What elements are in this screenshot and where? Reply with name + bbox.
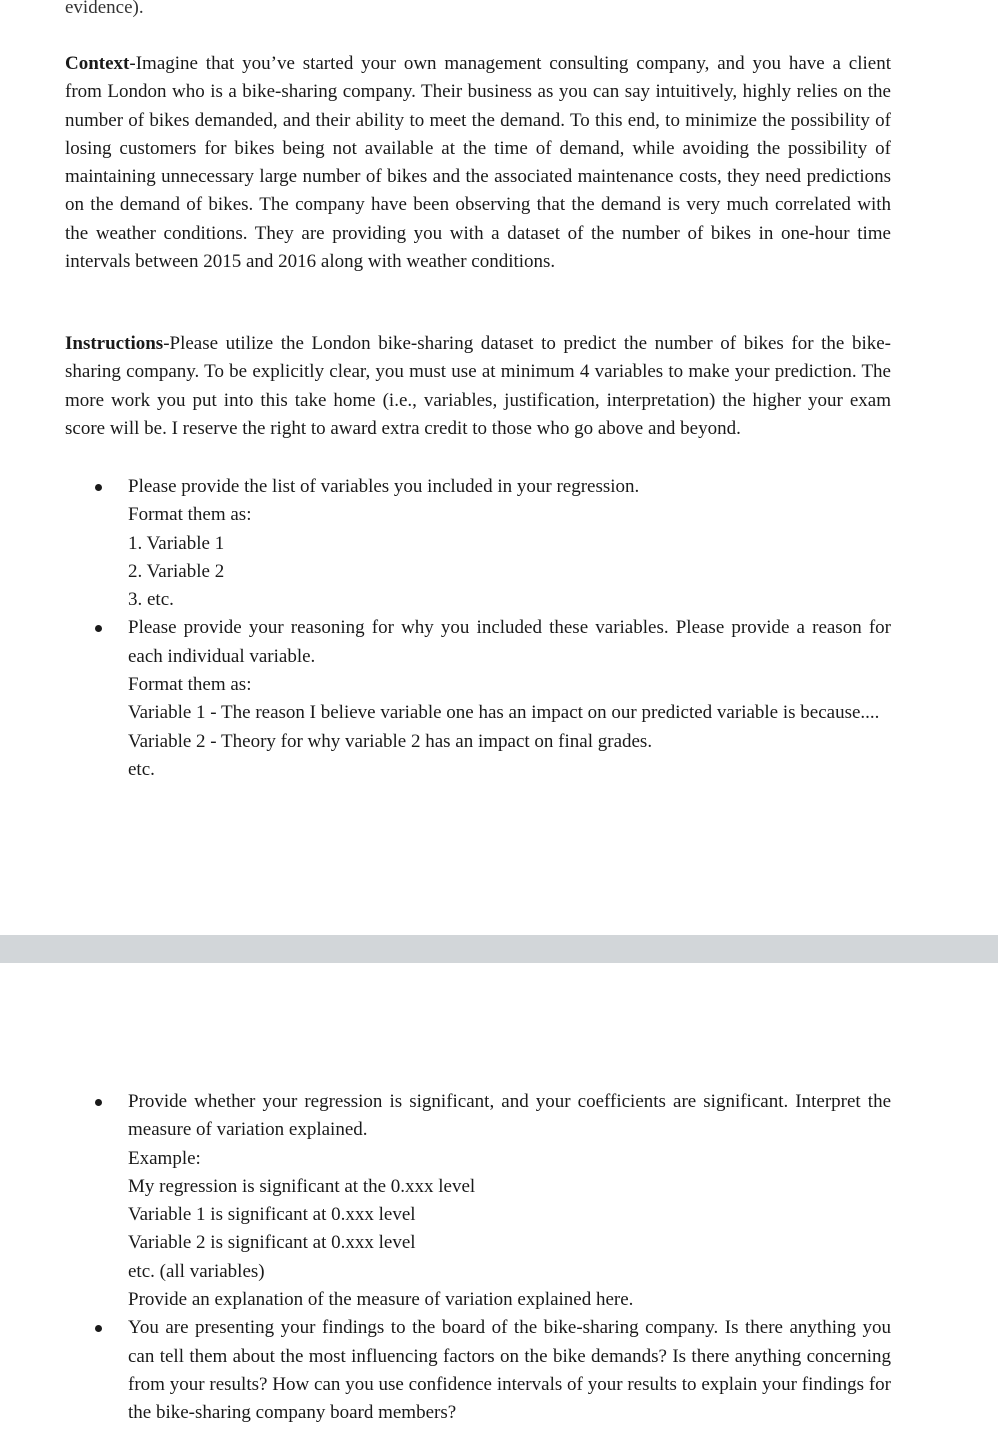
format-line: Format them as: [128,504,252,526]
context-paragraph [65,50,891,276]
top-fragment-text: evidence). [65,0,144,18]
bullet-main-text: Please provide your reasoning for why you included these variables. Please provide a reason for each individual variable. [128,617,891,667]
format-line: Variable 2 - Theory for why variable 2 has an impact on final grades. [128,730,653,752]
format-line: Format them as: [128,674,252,696]
bullet-list-bottom [65,1088,891,1428]
format-line: 1. Variable 1 [128,532,225,554]
bullet-main-text: Please provide the list of variables you included in your regression. [128,476,640,497]
bullet-dot-icon [95,484,102,491]
bullet-item-variables-list [65,473,891,614]
bullet-item-board-presentation [65,1314,891,1427]
page-break-divider [0,935,998,963]
example-line: Variable 1 is significant at 0.xxx level [128,1204,416,1226]
bullet-item-reasoning [65,614,891,784]
instructions-label: Instructions [65,333,164,354]
format-line: 3. etc. [128,589,174,611]
example-line: Provide an explanation of the measure of variation explained here. [128,1289,634,1311]
instructions-paragraph [65,330,891,443]
example-line: My regression is significant at the 0.xxx level [128,1175,476,1197]
format-line: Variable 1 - The reason I believe variable one has an impact on our predicted variable is because.... [128,702,880,724]
bullet-dot-icon [95,1325,102,1332]
bullet-dot-icon [95,625,102,632]
bullet-dot-icon [95,1099,102,1106]
bullet-main-text: Provide whether your regression is significant, and your coefficients are significant. Interpret the measure of variation explained. [128,1091,891,1141]
example-line: Variable 2 is significant at 0.xxx level [128,1232,416,1254]
bullet-list-top [65,473,891,784]
bullet-main-text: You are presenting your findings to the board of the bike-sharing company. Is there anything you can tell them about the most influencing factors on the bike demands? Is there anything concerning from your results? How can you use confidence intervals of your results to explain your findings for the bike-sharing company board members? [128,1317,891,1424]
format-line: 2. Variable 2 [128,560,225,582]
bullet-item-significance [65,1088,891,1314]
example-line: etc. (all variables) [128,1260,265,1282]
context-label: Context [65,53,130,74]
format-line: etc. [128,758,155,780]
example-line: Example: [128,1147,201,1169]
context-text: -Imagine that you’ve started your own management consulting company, and you have a client from London who is a bike-sharing company. Their business as you can say intuitively, highly relies on the number of bikes demanded, and their ability to meet the demand. To this end, to minimize the possibility of losing customers for bikes being not available at the time of demand, while avoiding the possibility of maintaining unnecessary large number of bikes and the associated maintenance costs, they need predictions on the demand of bikes. The company have been observing that the demand is very much correlated with the weather conditions. They are providing you with a dataset of the number of bikes in one-hour time intervals between 2015 and 2016 along with weather conditions. [65,53,891,273]
instructions-text: -Please utilize the London bike-sharing dataset to predict the number of bikes for the bike-sharing company. To be explicitly clear, you must use at minimum 4 variables to make your prediction. The more work you put into this take home (i.e., variables, justification, interpretation) the higher your exam score will be. I reserve the right to award extra credit to those who go above and beyond. [65,333,891,439]
